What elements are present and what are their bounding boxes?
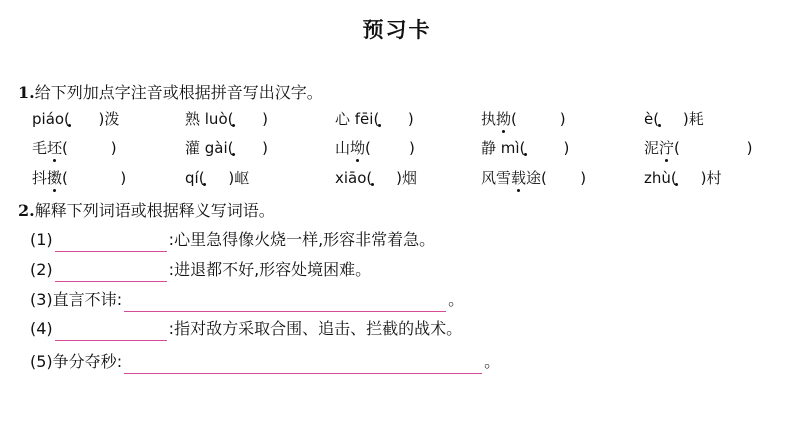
q1-row-2 — [0, 137, 794, 159]
q1-item[interactable]: 心 fēi( ) — [335, 110, 414, 128]
page-title: 预习卡 — [362, 18, 432, 42]
question-2-heading — [18, 198, 275, 221]
q2-item-word: 直言不讳 — [52, 290, 117, 309]
q1-item[interactable]: 执拗( ) — [481, 110, 566, 128]
question-2-instruction: 解释下列词语或根据释义写词语。 — [34, 201, 275, 220]
q2-item-word: 争分夺秒 — [52, 352, 117, 371]
q1-item[interactable]: xiāo( )烟 — [335, 169, 417, 187]
q1-item[interactable]: 抖擞( ) — [32, 169, 127, 187]
answer-blank[interactable] — [124, 355, 482, 374]
q2-item-3: (3)直言不讳: 。 — [30, 288, 464, 312]
q2-item-label: (1) — [30, 230, 53, 249]
q2-item-text: 。 — [448, 290, 465, 309]
q2-item-label: (2) — [30, 260, 53, 279]
question-1-number: 1. — [18, 83, 35, 102]
q1-row-3 — [0, 167, 794, 189]
answer-blank[interactable] — [124, 293, 446, 312]
q2-item-2 — [30, 258, 371, 282]
q2-item-text: :指对敌方采取合围、追击、拦截的战术。 — [168, 319, 463, 338]
q1-item[interactable]: 静 mì( ) — [481, 139, 570, 157]
q2-item-label: (3) — [30, 290, 53, 309]
q1-row-1 — [0, 108, 794, 130]
q1-item[interactable]: zhù( )村 — [644, 169, 722, 187]
q1-item[interactable]: 毛坯( ) — [32, 139, 117, 157]
q1-item[interactable]: è( )耗 — [644, 110, 704, 128]
q1-item[interactable]: 山坳( ) — [335, 139, 415, 157]
question-2-number: 2. — [18, 201, 35, 220]
q2-item-label: (5) — [30, 352, 53, 371]
q1-item[interactable]: piáo( )泼 — [32, 110, 120, 128]
answer-blank[interactable] — [55, 263, 167, 282]
q2-item-label: (4) — [30, 319, 53, 338]
q2-item-text: :进退都不好,形容处境困难。 — [168, 260, 372, 279]
q2-item-4 — [30, 317, 462, 341]
q1-item[interactable]: qí( )岖 — [185, 169, 250, 187]
question-1-heading — [18, 80, 323, 103]
q1-item[interactable]: 灌 gài( ) — [185, 139, 268, 157]
q1-item[interactable]: 熟 luò( ) — [185, 110, 268, 128]
answer-blank[interactable] — [55, 233, 167, 252]
q2-item-text: :心里急得像火烧一样,形容非常着急。 — [168, 230, 436, 249]
q1-item[interactable]: 泥泞( ) — [644, 139, 753, 157]
q1-item[interactable]: 风雪载途( ) — [481, 169, 587, 187]
q2-item-text: 。 — [484, 352, 501, 371]
q2-item-1 — [30, 228, 435, 252]
answer-blank[interactable] — [55, 322, 167, 341]
q2-item-5: (5)争分夺秒: 。 — [30, 350, 500, 374]
question-1-instruction: 给下列加点字注音或根据拼音写出汉字。 — [34, 83, 323, 102]
